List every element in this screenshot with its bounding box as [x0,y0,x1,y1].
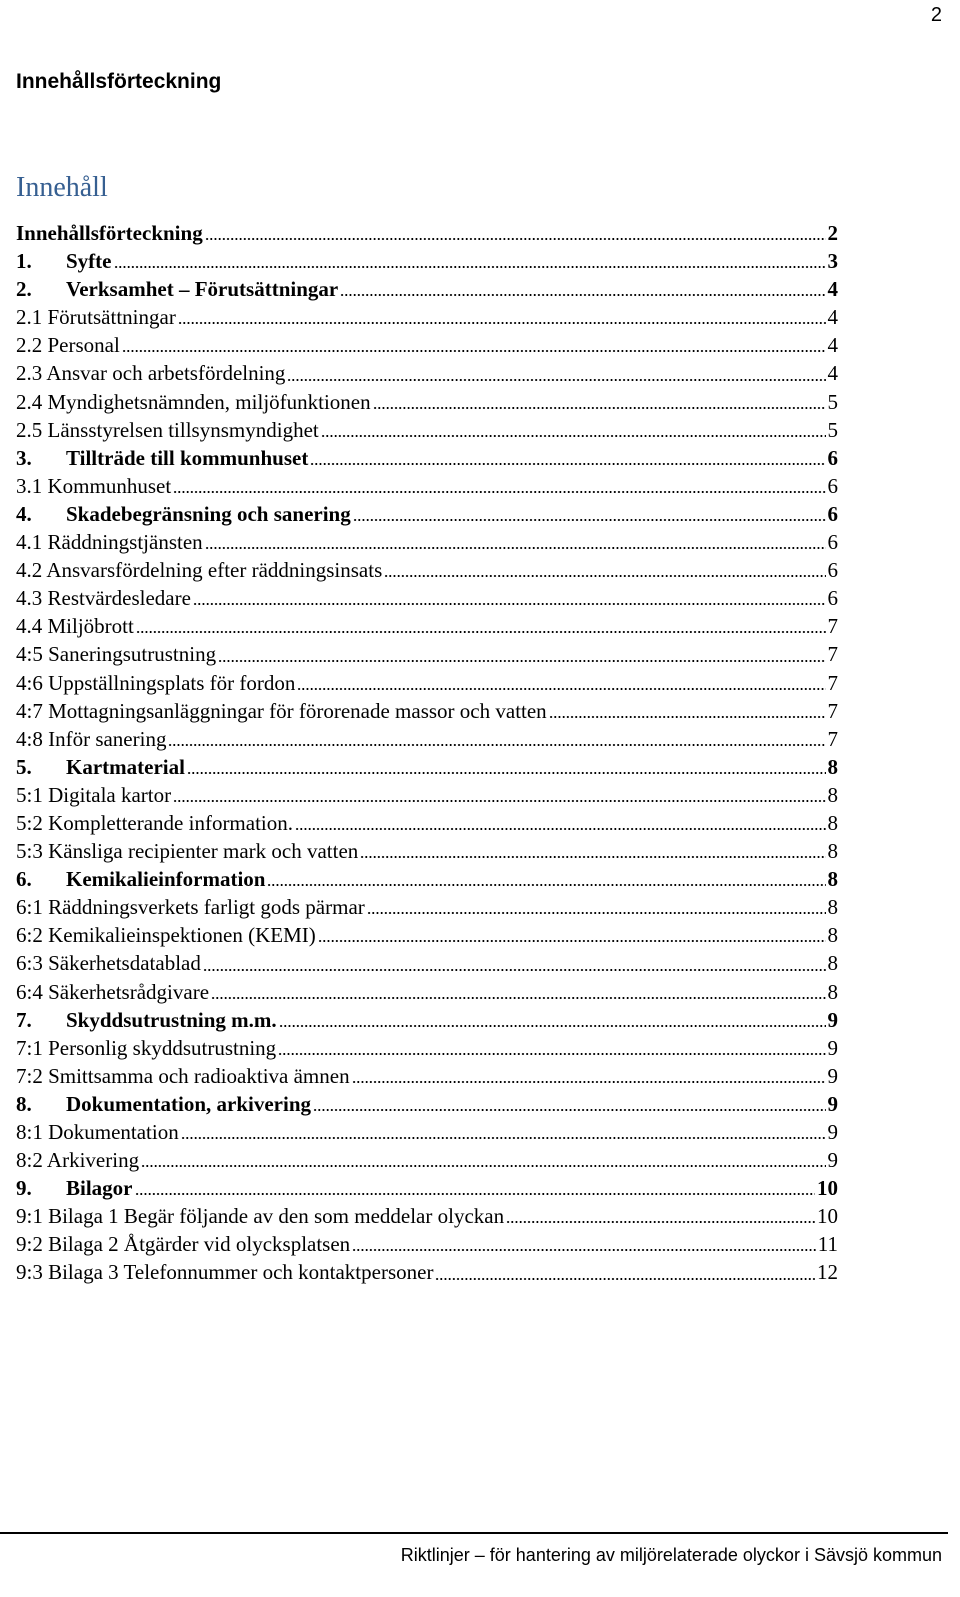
toc-entry-title: 6:4 Säkerhetsrådgivare [16,979,210,1004]
toc-entry-title: 2.2 Personal [16,333,120,358]
toc-dot-leader [205,528,826,556]
toc-entry[interactable] [16,556,838,584]
toc-entry-page: 9 [827,1063,838,1088]
toc-entry-page: 8 [827,951,838,976]
toc-entry[interactable] [16,949,838,977]
toc-dot-leader [205,219,826,247]
toc-entry[interactable] [16,893,838,921]
toc-entry-number: 1. [16,249,32,274]
toc-entry-title: Syfte [66,249,112,274]
toc-entry-title: 6:1 Räddningsverkets farligt gods pärmar [16,895,365,920]
toc-entry-number: 8. [16,1091,32,1116]
toc-dot-leader [287,359,825,387]
toc-dot-leader [114,247,826,275]
toc-dot-leader [435,1258,815,1286]
toc-entry-title: 4.1 Räddningstjänsten [16,530,203,555]
toc-dot-leader [297,669,825,697]
toc-entry-number: 9. [16,1176,32,1201]
toc-dot-leader [360,837,825,865]
toc-entry-title: 9:3 Bilaga 3 Telefonnummer och kontaktpersoner [16,1260,434,1285]
toc-entry[interactable] [16,219,838,247]
toc-entry[interactable] [16,921,838,949]
toc-entry-page: 8 [827,895,838,920]
toc-entry-page: 6 [827,501,838,526]
toc-dot-leader [384,556,825,584]
toc-dot-leader [313,1090,825,1118]
toc-entry-page: 12 [817,1260,838,1285]
toc-entry[interactable] [16,416,838,444]
toc-entry-page: 4 [827,333,838,358]
footer-text: Riktlinjer – för hantering av miljörelaterade olyckor i Sävsjö kommun [400,1545,942,1565]
toc-entry-title: 7:2 Smittsamma och radioaktiva ämnen [16,1063,350,1088]
toc-entry-title: Bilagor [66,1176,133,1201]
toc-dot-leader [340,275,825,303]
toc-entry[interactable] [16,837,838,865]
toc-entry-page: 10 [817,1204,838,1229]
toc-entry-page: 7 [827,614,838,639]
toc-dot-leader [279,1006,826,1034]
toc-dot-leader [203,949,826,977]
page-number: 2 [930,4,942,26]
toc-dot-leader [178,303,826,331]
toc-entry-number: 2. [16,277,32,302]
toc-entry-title: 4:5 Saneringsutrustning [16,642,217,667]
toc-entry-title: Innehållsförteckning [16,221,203,245]
toc-entry-page: 6 [827,530,838,555]
toc-entry-title: 6:3 Säkerhetsdatablad [16,951,201,976]
toc-entry-page: 8 [827,923,838,948]
toc-entry[interactable] [16,1230,838,1258]
toc-entry-title: 5:3 Känsliga recipienter mark och vatten [16,839,359,864]
toc-entry-title: 4:8 Inför sanering [16,726,167,751]
toc-entry-page: 8 [827,782,838,807]
toc-entry-page: 7 [827,642,838,667]
toc-entry[interactable] [16,472,838,500]
toc-entry-page: 8 [827,979,838,1004]
toc-dot-leader [193,584,826,612]
toc-entry-page: 7 [827,698,838,723]
toc-dot-leader [353,500,826,528]
toc-entry-title: Verksamhet – Förutsättningar [66,277,339,302]
toc-entry-page: 6 [827,473,838,498]
toc-entry-page: 6 [827,586,838,611]
toc-entry-page: 9 [827,1120,838,1144]
toc-entry[interactable] [16,444,838,472]
toc-entry-page: 9 [827,1007,838,1032]
toc-entry-number: 5. [16,754,32,779]
toc-entry-title: 4:7 Mottagningsanläggningar för förorenade massor och vatten [16,698,547,723]
toc-entry-page: 8 [827,839,838,864]
toc-dot-leader [122,331,826,359]
toc-dot-leader [549,697,826,725]
toc-entry-title: 5:1 Digitala kartor [16,782,172,807]
toc-entry-title: Tillträde till kommunhuset [66,445,309,470]
toc-entry-page: 9 [827,1091,838,1116]
toc-dot-leader [278,1034,825,1062]
toc-entry[interactable] [16,388,838,416]
toc-entry-title: 9:2 Bilaga 2 Åtgärder vid olycksplatsen [16,1232,351,1257]
toc-dot-leader [367,893,826,921]
toc-entry[interactable] [16,753,838,781]
toc-entry-page: 7 [827,670,838,695]
toc-entry-page: 8 [827,810,838,835]
toc-dot-leader [218,640,825,668]
toc-entry[interactable] [16,725,838,753]
toc-entry[interactable] [16,528,838,556]
toc-entry-title: 6:2 Kemikalieinspektionen (KEMI) [16,923,316,948]
toc-entry[interactable] [16,1174,838,1202]
toc-dot-leader [141,1146,825,1174]
toc-entry[interactable] [16,1202,838,1230]
toc-entry-title: 9:1 Bilaga 1 Begär följande av den som meddelar olyckan [16,1204,505,1229]
toc-entry[interactable] [16,1006,838,1034]
toc-entry-page: 6 [827,445,838,470]
toc-dot-leader [506,1202,815,1230]
footer-rule [0,1532,948,1534]
toc-entry-page: 4 [827,361,838,386]
toc-dot-leader [181,1118,826,1146]
toc-entry-title: 4.3 Restvärdesledare [16,586,191,611]
toc-entry-page: 4 [827,305,838,330]
toc-dot-leader [168,725,825,753]
toc-entry[interactable] [16,1258,838,1286]
toc-entry[interactable] [16,303,838,331]
toc-dot-leader [352,1230,816,1258]
toc-entry[interactable] [16,1062,838,1090]
toc-entry-title: 2.1 Förutsättningar [16,305,176,330]
toc-entry-number: 3. [16,445,32,470]
toc-entry-page: 5 [827,417,838,442]
toc-entry-page: 7 [827,726,838,751]
toc-dot-leader [173,781,825,809]
toc-entry-title: 2.5 Länsstyrelsen tillsynsmyndighet [16,417,319,442]
toc-entry[interactable] [16,1118,838,1146]
toc-entry[interactable] [16,247,838,275]
toc-entry-page: 3 [827,249,838,274]
toc-dot-leader [318,921,826,949]
toc-entry-title: 4:6 Uppställningsplats för fordon [16,670,296,695]
toc-dot-leader [352,1062,826,1090]
toc-entry-title: Dokumentation, arkivering [66,1091,312,1116]
toc-entry-page: 8 [827,754,838,779]
toc-entry[interactable] [16,978,838,1006]
toc-entry-page: 4 [827,277,838,302]
toc-entry-title: 2.4 Myndighetsnämnden, miljöfunktionen [16,389,371,414]
table-of-contents [16,219,838,1287]
toc-entry[interactable] [16,697,838,725]
toc-entry[interactable] [16,500,838,528]
toc-entry-page: 6 [827,558,838,583]
toc-entry[interactable] [16,865,838,893]
toc-entry[interactable] [16,1146,838,1174]
toc-entry-title: 4.2 Ansvarsfördelning efter räddningsinsats [16,558,383,583]
toc-entry-page: 11 [817,1232,838,1257]
toc-entry-page: 2 [827,221,838,245]
toc-entry[interactable] [16,331,838,359]
toc-entry-number: 6. [16,867,32,892]
toc-entry-title: 2.3 Ansvar och arbetsfördelning [16,361,286,386]
toc-entry-number: 4. [16,501,32,526]
toc-entry[interactable] [16,809,838,837]
toc-entry-title: 7:1 Personlig skyddsutrustning [16,1035,277,1060]
toc-dot-leader [321,416,826,444]
toc-entry[interactable] [16,584,838,612]
toc-entry[interactable] [16,1034,838,1062]
toc-entry-page: 5 [827,389,838,414]
toc-entry[interactable] [16,640,838,668]
toc-entry[interactable] [16,612,838,640]
toc-entry[interactable] [16,669,838,697]
toc-dot-leader [373,388,826,416]
toc-dot-leader [135,1174,816,1202]
toc-entry-page: 9 [827,1148,838,1173]
toc-entry-title: Kartmaterial [66,754,185,779]
toc-entry-number: 7. [16,1007,32,1032]
toc-entry-page: 9 [827,1035,838,1060]
toc-dot-leader [173,472,825,500]
toc-entry-title: 5:2 Kompletterande information. [16,810,294,835]
toc-entry-title: Kemikalieinformation [66,867,266,892]
toc-entry-page: 10 [817,1176,838,1201]
toc-entry-title: Skadebegränsning och sanering [66,501,351,526]
toc-entry[interactable] [16,359,838,387]
toc-entry-title: Skyddsutrustning m.m. [66,1007,277,1032]
toc-dot-leader [267,865,825,893]
toc-dot-leader [187,753,826,781]
toc-entry-title: 4.4 Miljöbrott [16,614,134,639]
document-heading: Innehållsförteckning [16,70,222,93]
toc-entry[interactable] [16,1090,838,1118]
toc-dot-leader [295,809,825,837]
toc-dot-leader [211,978,825,1006]
toc-entry-title: 3.1 Kommunhuset [16,473,172,498]
toc-entry-title: 8:1 Dokumentation [16,1120,179,1144]
toc-entry[interactable] [16,781,838,809]
toc-dot-leader [136,612,826,640]
toc-title: Innehåll [16,172,108,203]
toc-entry-page: 8 [827,867,838,892]
toc-entry-title: 8:2 Arkivering [16,1148,140,1173]
toc-entry[interactable] [16,275,838,303]
toc-dot-leader [310,444,825,472]
